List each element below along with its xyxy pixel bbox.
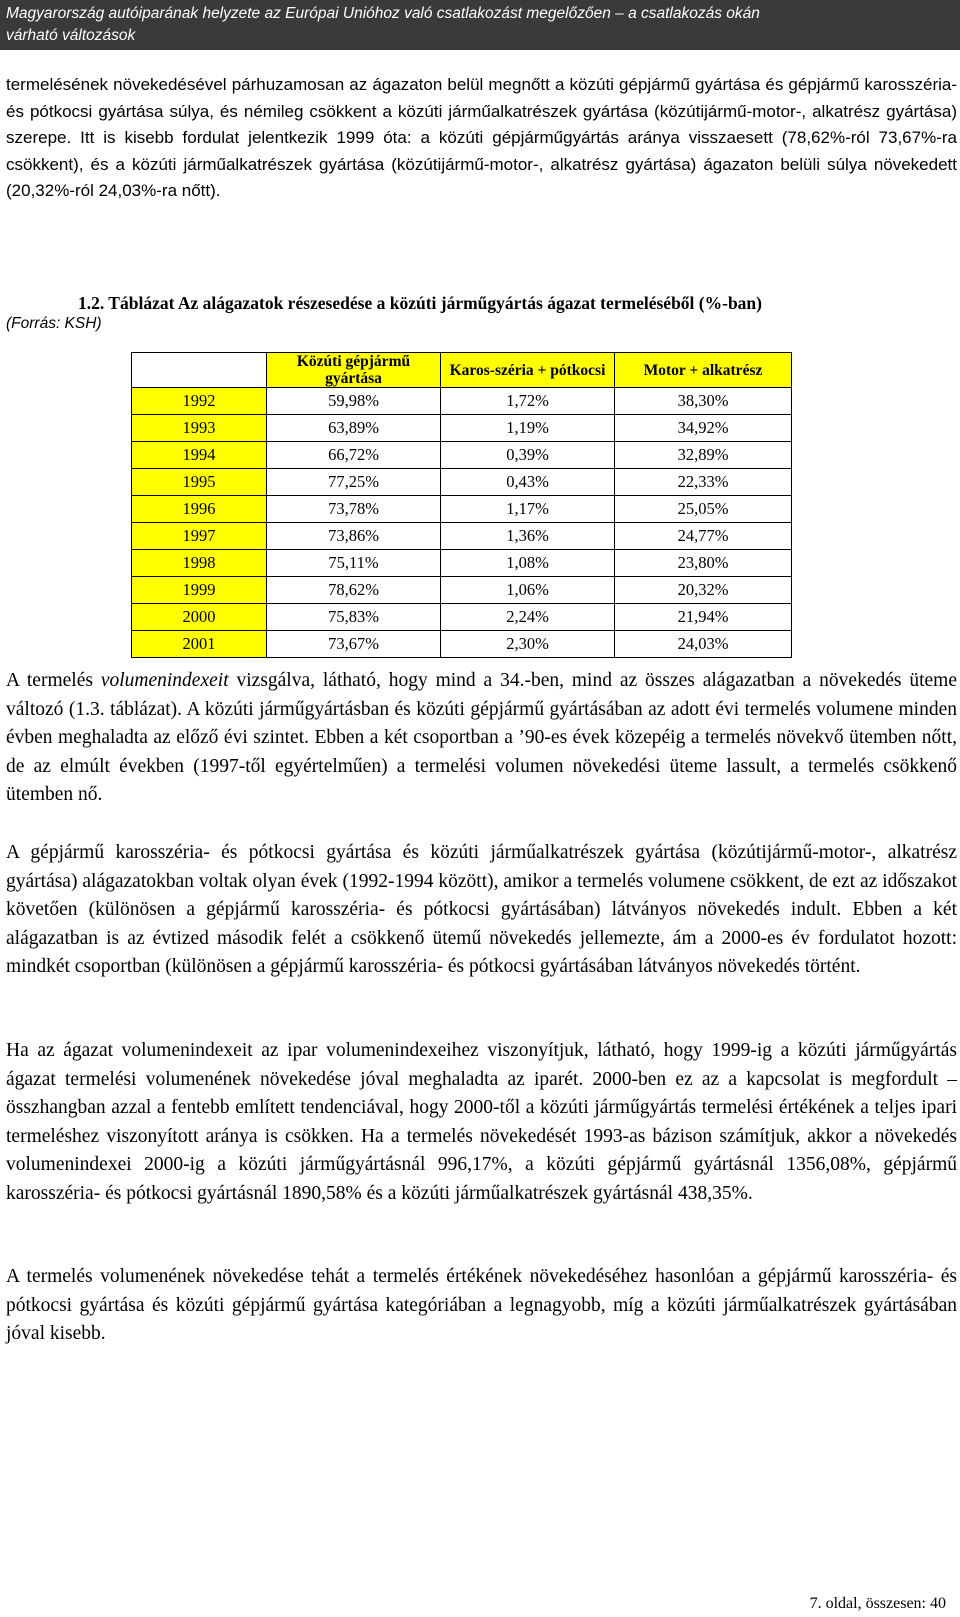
engine-parts-share-cell: 32,89% [615,442,792,469]
engine-parts-share-cell: 21,94% [615,604,792,631]
engine-parts-share-cell: 25,05% [615,496,792,523]
vehicle-share-cell: 73,67% [267,631,441,658]
table-source: (Forrás: KSH) [6,315,102,332]
page-footer: 7. oldal, összesen: 40 [809,1595,946,1612]
column-header-engine-parts: Motor + alkatrész [615,353,792,388]
vehicle-share-cell: 59,98% [267,388,441,415]
body-trailer-share-cell: 1,06% [441,577,615,604]
column-header-vehicle: Közúti gépjármű gyártása [267,353,441,388]
engine-parts-share-cell: 20,32% [615,577,792,604]
vehicle-share-cell: 75,11% [267,550,441,577]
body-trailer-share-cell: 1,36% [441,523,615,550]
share-table [131,352,792,658]
year-cell: 2001 [132,631,267,658]
emphasis-volumenindexeit: volumenindexeit [100,670,229,691]
year-cell: 1999 [132,577,267,604]
year-cell: 2000 [132,604,267,631]
table-row [132,415,792,442]
vehicle-share-cell: 75,83% [267,604,441,631]
engine-parts-share-cell: 34,92% [615,415,792,442]
year-cell: 1993 [132,415,267,442]
body-trailer-share-cell: 2,24% [441,604,615,631]
intro-paragraph: termelésének növekedésével párhuzamosan az ágazaton belül megnőtt a közúti gépjármű gyártása és gépjármű karosszéria- és pótkocsi gyártása súlya, és némileg csökkent a közúti járműalkatrészek gyártása (közútijármű-motor-, alkatrész gyártása) szerepe. Itt is kisebb fordulat jelentkezik 1999 óta: a közúti gépjárműgyártás aránya visszaesett (78,62%-ról 73,67%-ra csökkent), és a közúti járműalkatrészek gyártása (közútijármű-motor-, alkatrész gyártása) ágazaton belüli súlya növekedett (20,32%-ról 24,03%-ra nőtt). [6,75,957,201]
engine-parts-share-cell: 38,30% [615,388,792,415]
engine-parts-share-cell: 24,77% [615,523,792,550]
vehicle-share-cell: 63,89% [267,415,441,442]
body-trailer-share-cell: 1,72% [441,388,615,415]
paragraph-subsectors: A gépjármű karosszéria- és pótkocsi gyártása és közúti járműalkatrészek gyártása (közútijármű-motor-, alkatrész gyártása) alágazatokban voltak olyan évek (1992-1994 között), amikor a termelés volumene csökkent, de ezt az időszakot követően (különösen a gépjármű karosszéria- és pótkocsi gyártásában) látványos növekedés indult. Ebben a két alágazatban is az évtized második felét a csökkenő ütemű növekedés jellemezte, ám a 2000-es év fordulatot hozott: mindkét csoportban (különösen a gépjármű karosszéria- és pótkocsi gyártásában látványos növekedés történt. [6,842,957,977]
header-line-2: várható változások [6,27,136,44]
table-row [132,631,792,658]
engine-parts-share-cell: 24,03% [615,631,792,658]
table-row [132,496,792,523]
vehicle-share-cell: 73,78% [267,496,441,523]
header-line-1: Magyarország autóiparának helyzete az Európai Unióhoz való csatlakozást megelőzően – a csatlakozás okán [6,5,760,22]
table-row [132,388,792,415]
paragraph-volume-index [6,667,957,810]
table-row [132,523,792,550]
paragraph-1-rest: vizsgálva, látható, hogy mind a 34.-ben, mind az összes alágazatban a növekedés üteme változó (1.3. táblázat). A közúti járműgyártásban és közúti gépjármű gyártásában az adott évi termelés volumene minden évben meghaladta az előző évi szintet. Ebben a két csoportban a ’90-es évek közepéig a termelés növekvő ütemben nőtt, de az elmúlt években (1997-től egyértelműen) a termelési volumen növekedési üteme lassult, a termelés csökkenő ütemben nő. [6,670,957,805]
body-trailer-share-cell: 1,17% [441,496,615,523]
year-cell: 1997 [132,523,267,550]
body-trailer-share-cell: 0,43% [441,469,615,496]
body-trailer-share-cell: 2,30% [441,631,615,658]
engine-parts-share-cell: 22,33% [615,469,792,496]
year-cell: 1992 [132,388,267,415]
running-header [0,0,960,50]
table-header-row [132,353,792,388]
table-body [132,388,792,658]
year-cell: 1998 [132,550,267,577]
vehicle-share-cell: 73,86% [267,523,441,550]
column-header-body-trailer: Karos-széria + pótkocsi [441,353,615,388]
vehicle-share-cell: 78,62% [267,577,441,604]
body-trailer-share-cell: 1,19% [441,415,615,442]
year-cell: 1996 [132,496,267,523]
table-row [132,577,792,604]
engine-parts-share-cell: 23,80% [615,550,792,577]
body-trailer-share-cell: 1,08% [441,550,615,577]
paragraph-conclusion: A termelés volumenének növekedése tehát a termelés értékének növekedéséhez hasonlóan a gépjármű karosszéria- és pótkocsi gyártása és közúti gépjármű gyártása kategóriában a legnagyobb, míg a közúti járműalkatrészek gyártásában jóval kisebb. [6,1266,957,1344]
body-trailer-share-cell: 0,39% [441,442,615,469]
table-row [132,550,792,577]
paragraph-1-lead: A termelés [6,670,101,691]
paragraph-industry-comparison: Ha az ágazat volumenindexeit az ipar volumenindexeihez viszonyítjuk, látható, hogy 1999-ig a közúti járműgyártás ágazat termelési volumenének növekedése jóval meghaladta az iparét. 2000-ben ez az a kapcsolat is megfordult – összhangban azzal a fentebb említett tendenciával, hogy 2000-től a közúti járműgyártás termelési értékének a teljes ipari termeléshez viszonyított aránya is csökken. Ha a termelés növekedését 1993-as bázison számítjuk, akkor a növekedés volumenindexei 2000-ig a közúti járműgyártásnál 996,17%, a közúti gépjármű gyártásnál 1356,08%, gépjármű karosszéria- és pótkocsi gyártásnál 1890,58% és a közúti járműalkatrészek gyártásnál 438,35%. [6,1040,957,1204]
table-caption: 1.2. Táblázat Az alágazatok részesedése a közúti járműgyártás ágazat termeléséből (%-ban) [78,293,762,313]
table-row [132,469,792,496]
vehicle-share-cell: 66,72% [267,442,441,469]
vehicle-share-cell: 77,25% [267,469,441,496]
table-row [132,604,792,631]
table-row [132,442,792,469]
table-corner-cell [132,353,267,388]
year-cell: 1994 [132,442,267,469]
year-cell: 1995 [132,469,267,496]
